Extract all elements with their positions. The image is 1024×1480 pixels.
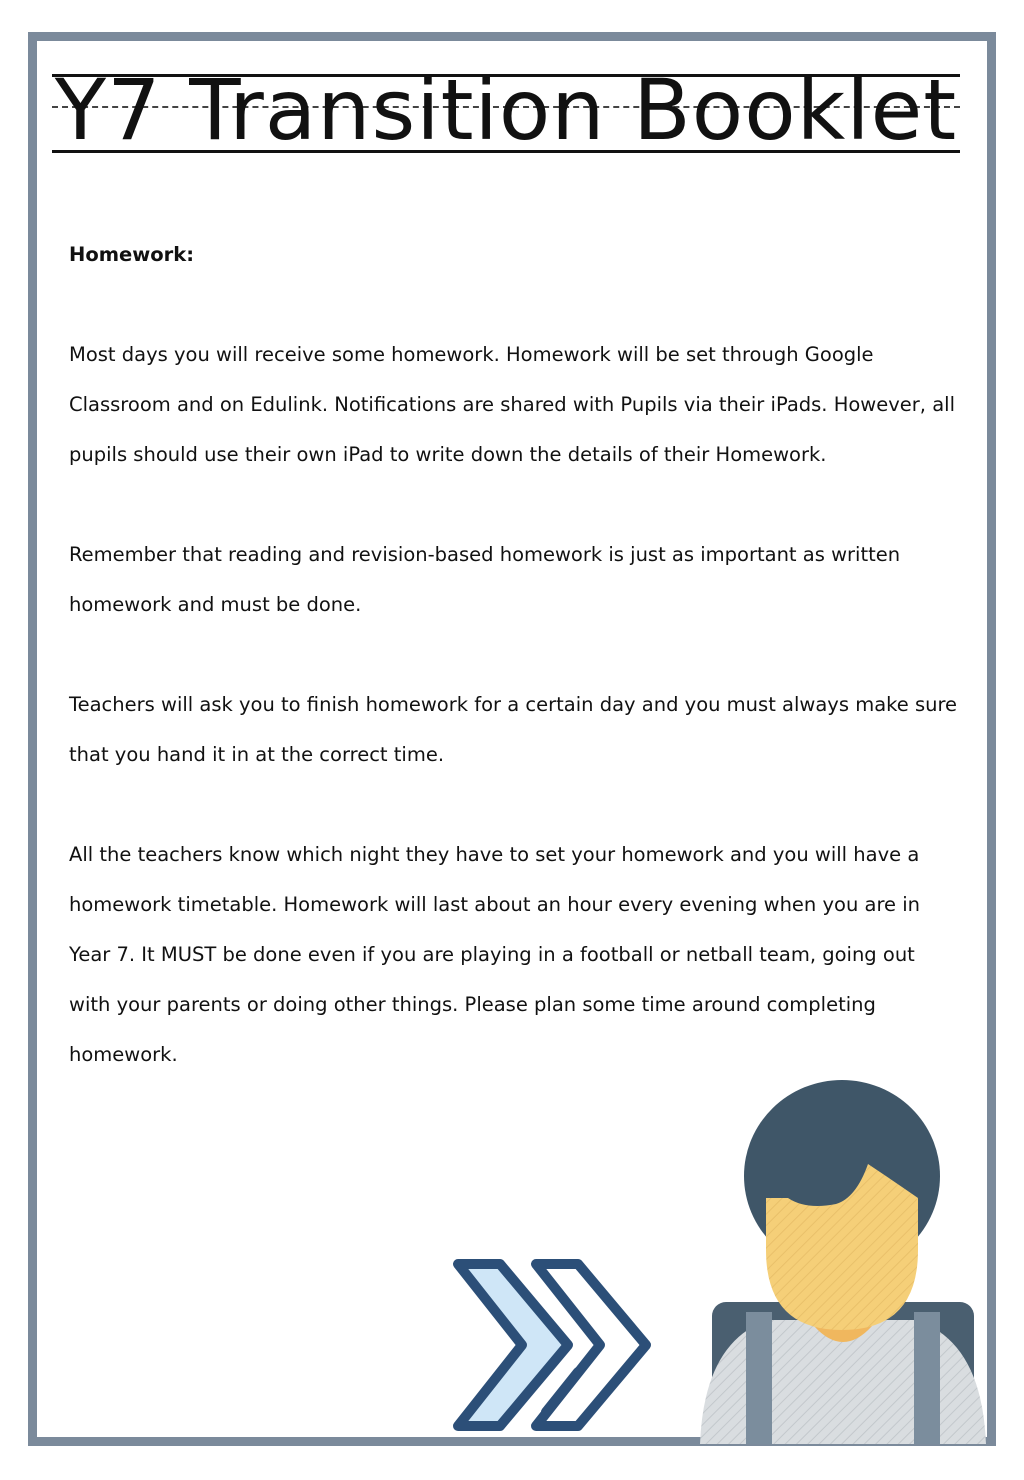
section-heading: Homework:	[69, 243, 195, 266]
paragraph-homework-set: Most days you will receive some homework. Homework will be set through Google Classroom and on Edulink. Notifications are shared with Pupils via their iPads. However, all pupils should use their own iPad to write down the details of their Homework.	[69, 343, 955, 466]
paragraph-reading-revision: Remember that reading and revision-based homework is just as important as written homework and must be done.	[69, 543, 901, 616]
title-banner	[52, 61, 960, 159]
double-chevron-right-icon	[448, 1252, 658, 1438]
paragraph-deadlines: Teachers will ask you to finish homework for a certain day and you must always make sure that you hand it in at the correct time.	[69, 693, 958, 766]
document-body	[69, 230, 959, 1080]
paragraph-timetable: All the teachers know which night they have to set your homework and you will have a homework timetable. Homework will last about an hour every evening when you are in Year 7. It MUST be done even if you are playing in a football or netball team, going out with your parents or doing other things. Please plan some time around completing homework.	[69, 843, 921, 1066]
student-with-backpack-icon	[696, 1080, 988, 1444]
page-title: Y7 Transition Booklet	[54, 61, 958, 159]
